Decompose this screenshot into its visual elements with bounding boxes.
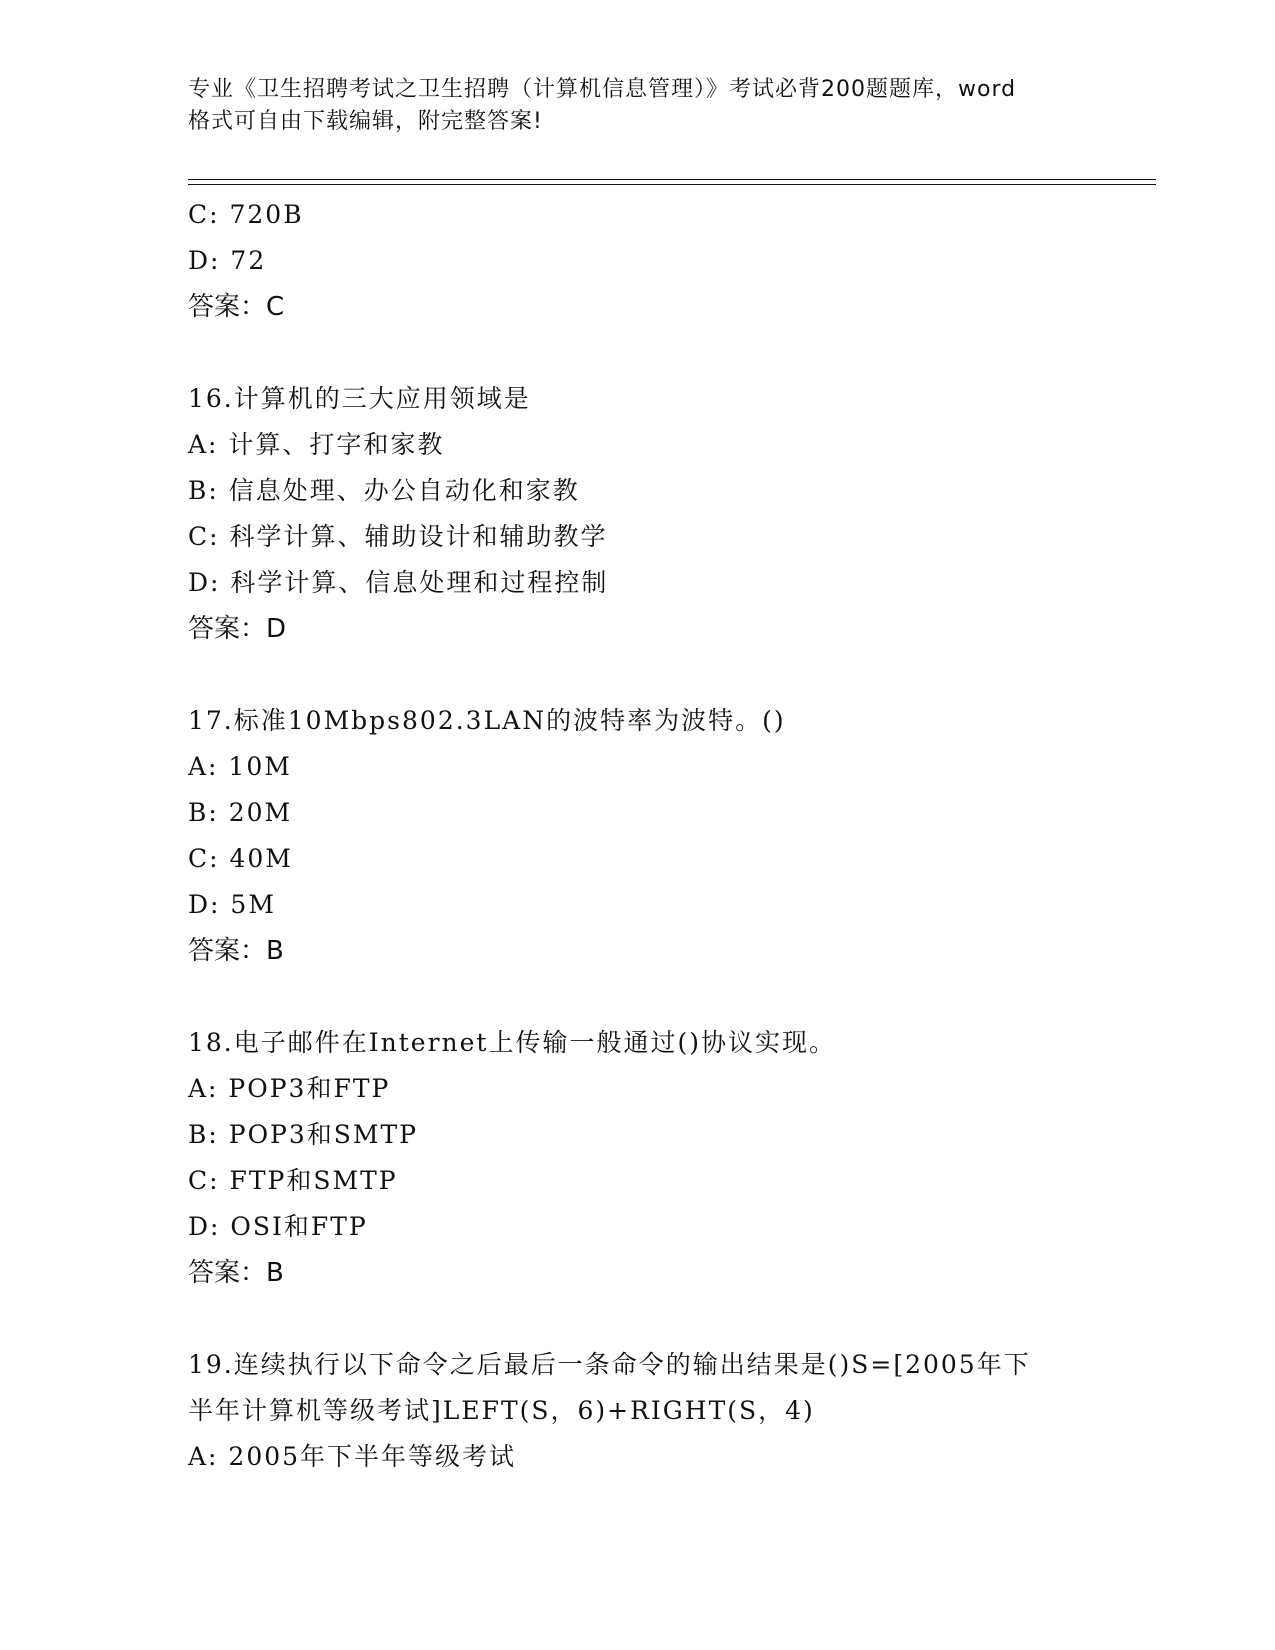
option-a: A: 计算、打字和家教 (188, 430, 445, 459)
option-c: C: FTP和SMTP (188, 1166, 398, 1195)
question-text-line-2: 半年计算机等级考试]LEFT(S，6)+RIGHT(S，4) (188, 1396, 815, 1425)
option-a: A: POP3和FTP (188, 1074, 391, 1103)
option-d: D: 5M (188, 890, 276, 919)
answer-line: 答案：B (188, 1258, 284, 1288)
option-c: C: 40M (188, 844, 293, 873)
option-c: C: 720B (188, 200, 304, 229)
answer-line: 答案：D (188, 614, 287, 644)
option-d: D: OSI和FTP (188, 1212, 368, 1241)
option-a: A: 10M (188, 752, 292, 781)
previous-question-tail (188, 192, 1108, 330)
question-text: 17.标准10Mbps802.3LAN的波特率为波特。() (188, 706, 786, 735)
question-18 (188, 1020, 1108, 1296)
header-title-line-1: 专业《卫生招聘考试之卫生招聘（计算机信息管理）》考试必背200题题库，word (188, 77, 1017, 102)
option-b: B: POP3和SMTP (188, 1120, 419, 1149)
option-c: C: 科学计算、辅助设计和辅助教学 (188, 522, 608, 551)
question-text-line-1: 19.连续执行以下命令之后最后一条命令的输出结果是()S=[2005年下 (188, 1350, 1031, 1379)
option-a: A: 2005年下半年等级考试 (188, 1442, 517, 1471)
answer-line: 答案：B (188, 936, 284, 966)
question-19 (188, 1342, 1108, 1480)
answer-line: 答案：C (188, 292, 285, 322)
option-d: D: 72 (188, 246, 267, 275)
option-b: B: 20M (188, 798, 293, 827)
option-b: B: 信息处理、办公自动化和家教 (188, 476, 580, 505)
header-title-line-2: 格式可自由下载编辑，附完整答案! (188, 109, 543, 134)
question-text: 18.电子邮件在Internet上传输一般通过()协议实现。 (188, 1028, 836, 1057)
question-list (188, 192, 1108, 1480)
question-17 (188, 698, 1108, 974)
header-divider-top (188, 179, 1156, 180)
header-divider-bottom (188, 184, 1156, 185)
option-d: D: 科学计算、信息处理和过程控制 (188, 568, 609, 597)
question-16 (188, 376, 1108, 652)
question-text: 16.计算机的三大应用领域是 (188, 384, 531, 413)
document-header (188, 74, 1118, 138)
